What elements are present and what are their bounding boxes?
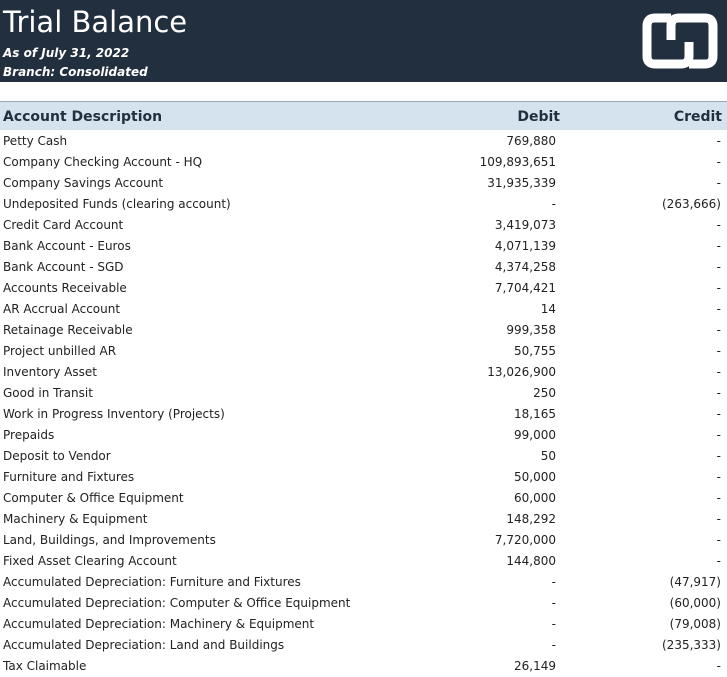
table-row	[0, 320, 727, 341]
debit-amount: 50,755	[514, 344, 556, 358]
account-description: Machinery & Equipment	[3, 512, 148, 526]
credit-amount: -	[716, 659, 721, 673]
account-description: AR Accrual Account	[3, 302, 121, 316]
table-row	[0, 593, 727, 614]
debit-amount: 7,720,000	[494, 533, 556, 547]
report-header	[0, 0, 727, 82]
credit-amount: -	[716, 407, 721, 421]
credit-amount: -	[716, 533, 721, 547]
report-branch: Branch: Consolidated	[3, 65, 148, 79]
debit-amount: 7,704,421	[494, 281, 556, 295]
debit-amount: 50	[540, 449, 556, 463]
credit-amount: -	[716, 428, 721, 442]
table-row	[0, 509, 727, 530]
account-description: Fixed Asset Clearing Account	[3, 554, 177, 568]
account-description: Petty Cash	[3, 134, 68, 148]
debit-amount: 769,880	[506, 134, 556, 148]
debit-amount: 3,419,073	[494, 218, 556, 232]
company-logo-icon	[641, 12, 719, 70]
debit-amount: -	[551, 638, 556, 652]
column-header-row	[0, 101, 727, 130]
account-description: Accounts Receivable	[3, 281, 127, 295]
table-row	[0, 152, 727, 173]
table-row	[0, 278, 727, 299]
account-description: Company Checking Account - HQ	[3, 155, 203, 169]
account-description: Good in Transit	[3, 386, 93, 400]
credit-amount: -	[716, 302, 721, 316]
account-description: Work in Progress Inventory (Projects)	[3, 407, 225, 421]
account-description: Accumulated Depreciation: Computer & Office Equipment	[3, 596, 351, 610]
debit-amount: 99,000	[514, 428, 556, 442]
credit-amount: -	[716, 323, 721, 337]
debit-amount: 109,893,651	[479, 155, 556, 169]
credit-amount: -	[716, 218, 721, 232]
debit-amount: 50,000	[514, 470, 556, 484]
credit-amount: -	[716, 470, 721, 484]
debit-amount: -	[551, 617, 556, 631]
account-description: Land, Buildings, and Improvements	[3, 533, 216, 547]
debit-amount: 14	[540, 302, 556, 316]
credit-amount: (263,666)	[662, 197, 721, 211]
table-row	[0, 194, 727, 215]
credit-amount: (47,917)	[669, 575, 721, 589]
table-row	[0, 635, 727, 656]
credit-amount: -	[716, 365, 721, 379]
account-description: Computer & Office Equipment	[3, 491, 184, 505]
table-row	[0, 257, 727, 278]
credit-amount: -	[716, 344, 721, 358]
account-description: Credit Card Account	[3, 218, 124, 232]
credit-amount: -	[716, 449, 721, 463]
credit-amount: (79,008)	[669, 617, 721, 631]
table-row	[0, 572, 727, 593]
column-header-credit: Credit	[673, 109, 722, 125]
table-row	[0, 425, 727, 446]
table-row	[0, 467, 727, 488]
credit-amount: -	[716, 260, 721, 274]
account-description: Retainage Receivable	[3, 323, 133, 337]
credit-amount: -	[716, 134, 721, 148]
table-row	[0, 551, 727, 572]
credit-amount: -	[716, 239, 721, 253]
debit-amount: 13,026,900	[487, 365, 556, 379]
trial-balance-table	[0, 131, 727, 677]
account-description: Bank Account - SGD	[3, 260, 124, 274]
credit-amount: (235,333)	[662, 638, 721, 652]
credit-amount: -	[716, 281, 721, 295]
debit-amount: 250	[533, 386, 556, 400]
report-title: Trial Balance	[3, 5, 188, 39]
account-description: Project unbilled AR	[3, 344, 117, 358]
account-description: Deposit to Vendor	[3, 449, 111, 463]
credit-amount: -	[716, 512, 721, 526]
table-row	[0, 215, 727, 236]
debit-amount: 144,800	[506, 554, 556, 568]
table-row	[0, 614, 727, 635]
table-row	[0, 236, 727, 257]
account-description: Company Savings Account	[3, 176, 164, 190]
table-row	[0, 488, 727, 509]
credit-amount: -	[716, 386, 721, 400]
account-description: Accumulated Depreciation: Machinery & Equipment	[3, 617, 315, 631]
table-row	[0, 131, 727, 152]
debit-amount: 4,071,139	[494, 239, 556, 253]
account-description: Accumulated Depreciation: Furniture and Fixtures	[3, 575, 301, 589]
table-row	[0, 530, 727, 551]
table-row	[0, 656, 727, 677]
debit-amount: 18,165	[514, 407, 556, 421]
debit-amount: 31,935,339	[487, 176, 556, 190]
debit-amount: 26,149	[514, 659, 556, 673]
credit-amount: -	[716, 554, 721, 568]
debit-amount: 4,374,258	[494, 260, 556, 274]
column-header-debit: Debit	[517, 109, 560, 125]
account-description: Bank Account - Euros	[3, 239, 131, 253]
account-description: Undeposited Funds (clearing account)	[3, 197, 231, 211]
debit-amount: 60,000	[514, 491, 556, 505]
report-date: As of July 31, 2022	[3, 46, 130, 60]
account-description: Inventory Asset	[3, 365, 97, 379]
table-row	[0, 362, 727, 383]
table-row	[0, 341, 727, 362]
debit-amount: -	[551, 197, 556, 211]
account-description: Furniture and Fixtures	[3, 470, 135, 484]
table-row	[0, 446, 727, 467]
debit-amount: -	[551, 575, 556, 589]
account-description: Tax Claimable	[3, 659, 87, 673]
credit-amount: -	[716, 491, 721, 505]
table-row	[0, 173, 727, 194]
debit-amount: -	[551, 596, 556, 610]
credit-amount: -	[716, 176, 721, 190]
table-row	[0, 383, 727, 404]
credit-amount: (60,000)	[669, 596, 721, 610]
column-header-description: Account Description	[3, 109, 163, 125]
credit-amount: -	[716, 155, 721, 169]
account-description: Prepaids	[3, 428, 55, 442]
debit-amount: 148,292	[506, 512, 556, 526]
account-description: Accumulated Depreciation: Land and Buildings	[3, 638, 285, 652]
debit-amount: 999,358	[506, 323, 556, 337]
table-row	[0, 299, 727, 320]
table-row	[0, 404, 727, 425]
